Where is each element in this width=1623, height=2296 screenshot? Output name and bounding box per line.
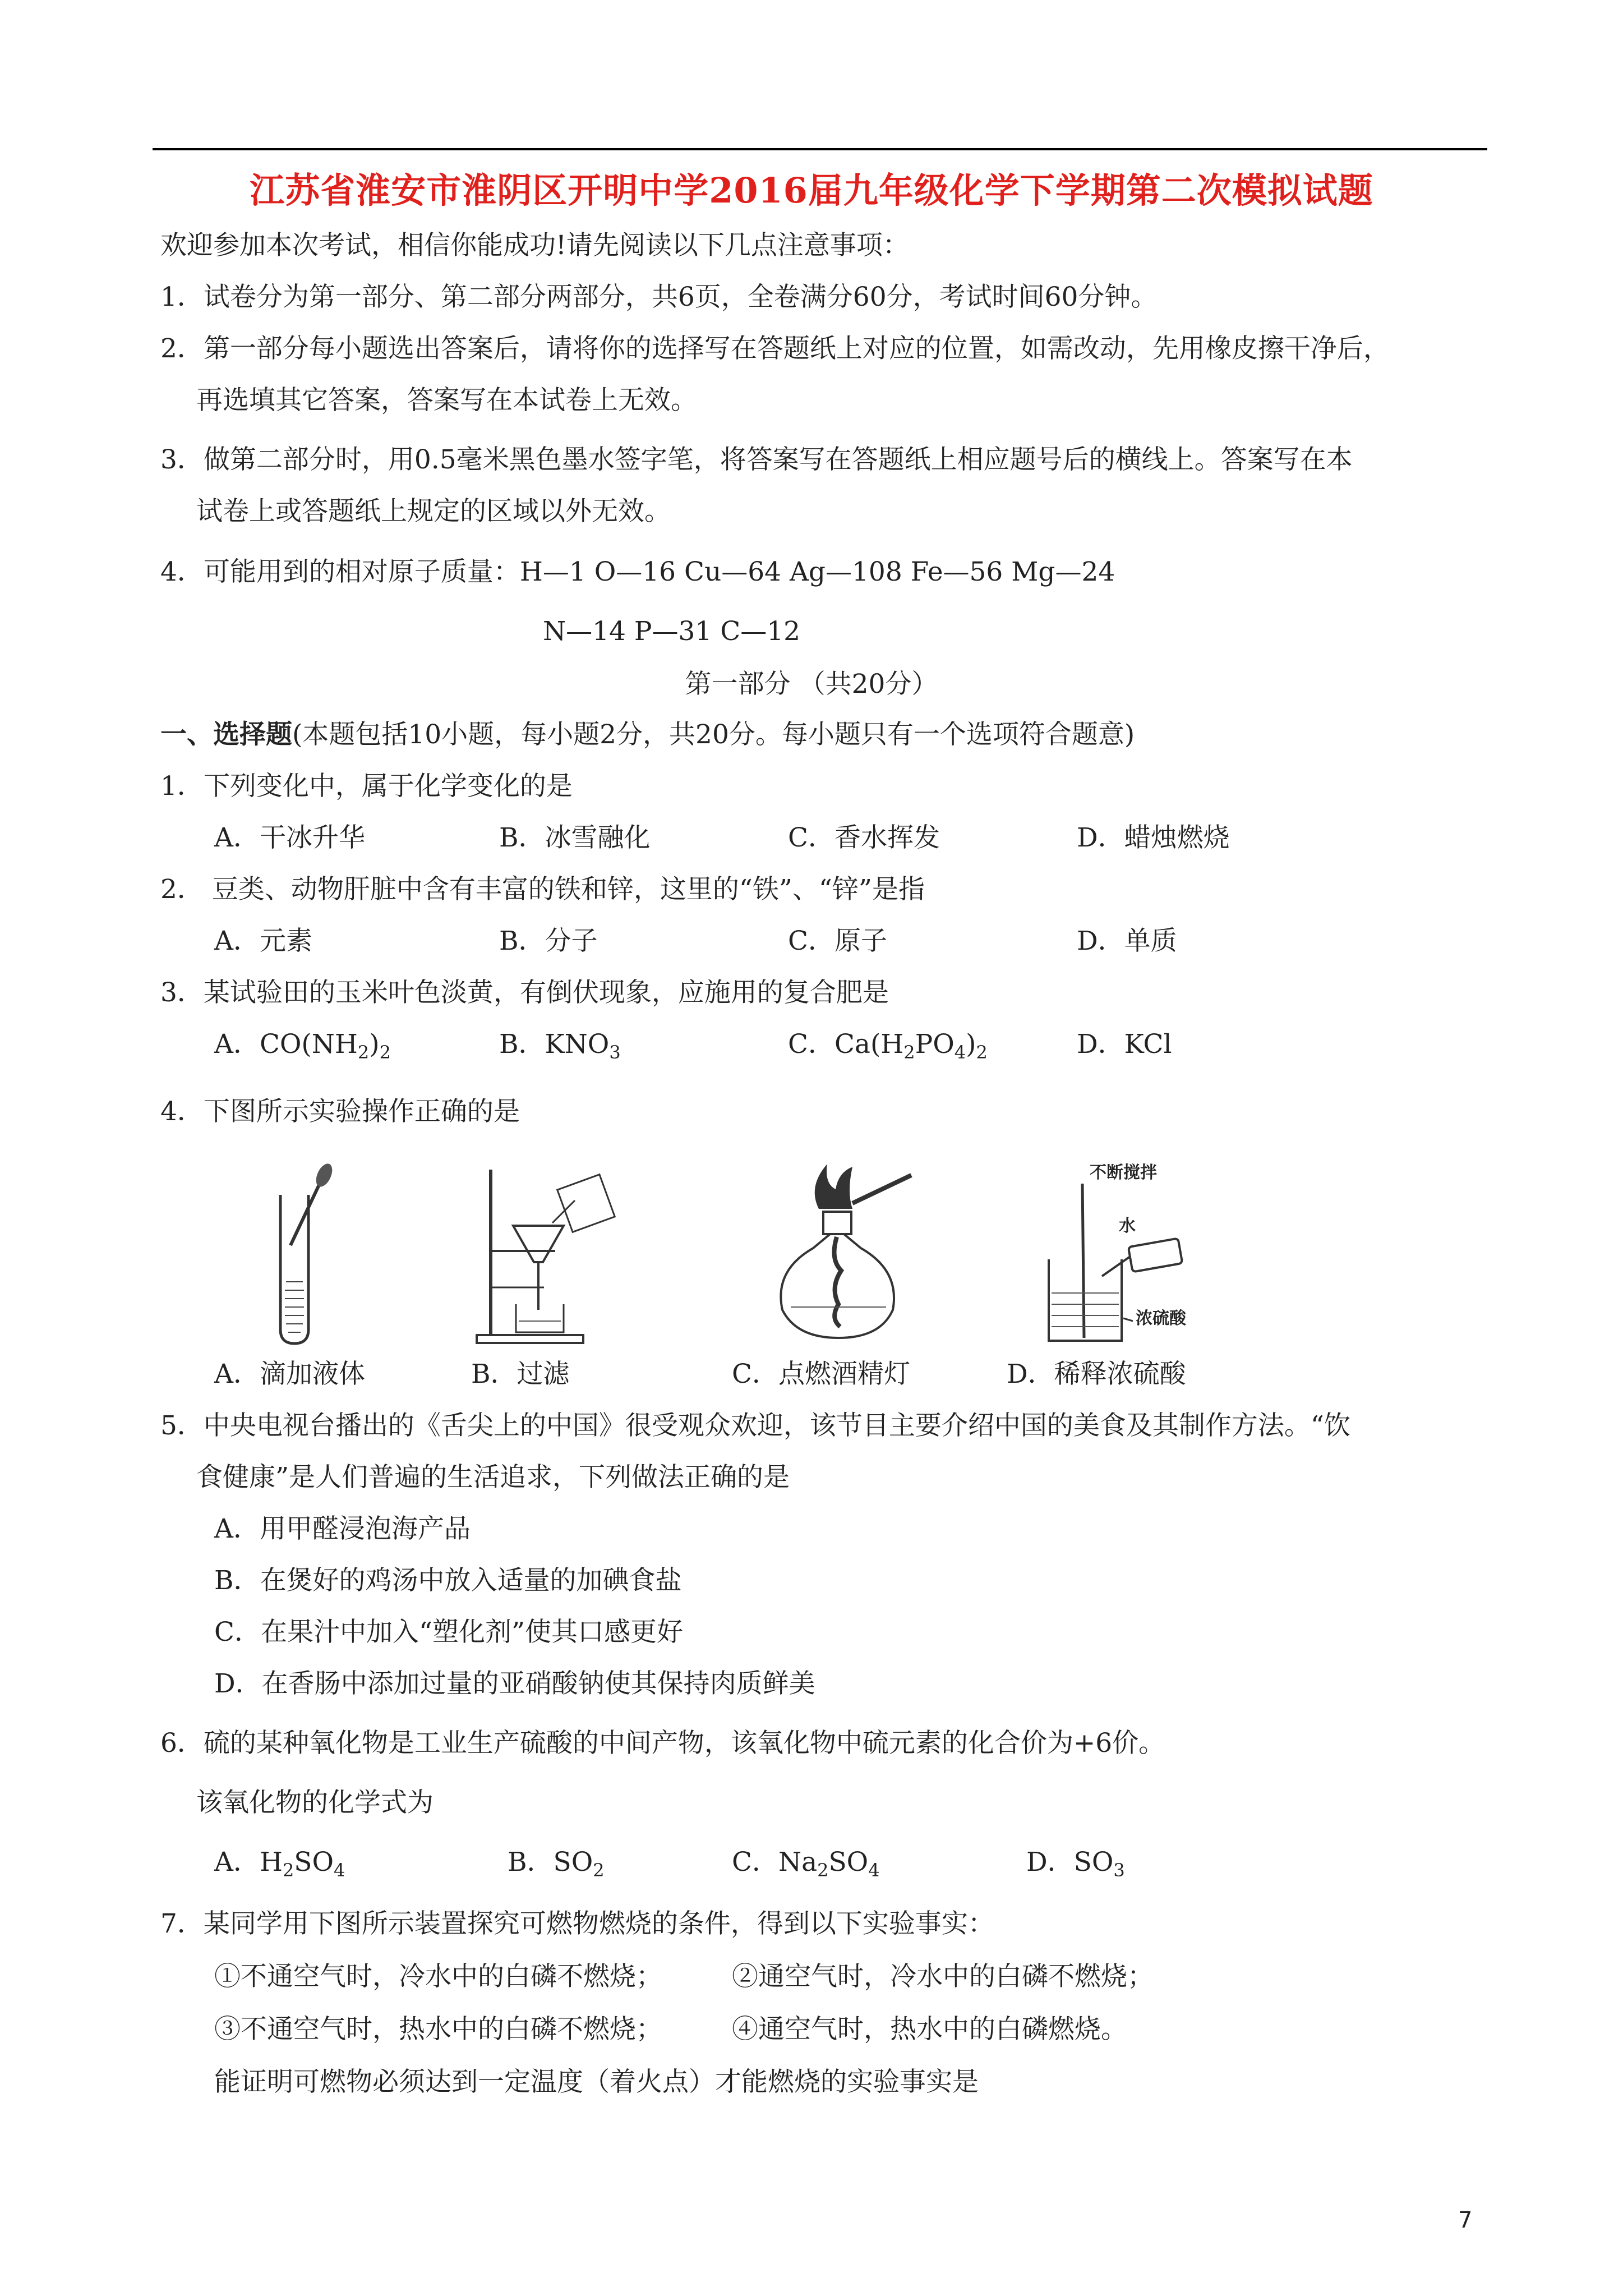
- q7-stem: 7．某同学用下图所示装置探究可燃物燃烧的条件，得到以下实验事实：: [160, 1908, 994, 1939]
- note-4: 4．可能用到的相对原子质量：H—1 O—16 Cu—64 Ag—108 Fe—56 Mg—24: [160, 556, 1115, 587]
- q1-option-c: C．香水挥发: [788, 822, 940, 853]
- q3-option-c: C．$Ca(H_2PO_4)_2$: [788, 1029, 988, 1063]
- section-heading-label: 一、选择题: [160, 719, 292, 750]
- section-heading: [160, 718, 1135, 752]
- q1-option-b: B．冰雪融化: [499, 822, 651, 853]
- q3-option-b: B．$KNO_3$: [499, 1029, 621, 1063]
- fig-label-water: 水: [1119, 1216, 1136, 1236]
- note-3: 3．做第二部分时，用0.5毫米黑色墨水签字笔，将答案写在答题纸上相应题号后的横线上。答案写在本: [160, 444, 1353, 475]
- header-rule: [153, 148, 1487, 150]
- note-3-cont: 试卷上或答题纸上规定的区域以外无效。: [196, 496, 671, 527]
- section-heading-detail: (本题包括10小题，每小题2分，共20分。每小题只有一个选项符合题意): [292, 719, 1135, 750]
- q5-stem-cont: 食健康”是人们普遍的生活追求，下列做法正确的是: [196, 1462, 790, 1493]
- dropper-test-tube-figure: [264, 1161, 342, 1352]
- q6-stem-cont: 该氧化物的化学式为: [196, 1787, 434, 1818]
- q6-option-c: C．$Na_2SO_4$: [732, 1847, 880, 1881]
- q3-option-d: D．KCl: [1077, 1029, 1172, 1060]
- q7-fact-3: ③不通空气时，热水中的白磷不燃烧；: [214, 2014, 662, 2045]
- note-2-cont: 再选填其它答案，答案写在本试卷上无效。: [196, 385, 697, 416]
- q3-stem: 3．某试验田的玉米叶色淡黄，有倒伏现象，应施用的复合肥是: [160, 977, 889, 1008]
- q7-fact-4: ④通空气时，热水中的白磷燃烧。: [732, 2014, 1127, 2045]
- note-1: 1．试卷分为第一部分、第二部分两部分，共6页，全卷满分60分，考试时间60分钟。: [160, 282, 1158, 312]
- q7-question: 能证明可燃物必须达到一定温度（着火点）才能燃烧的实验事实是: [214, 2067, 979, 2097]
- page-number: 7: [1458, 2207, 1473, 2233]
- q5-option-b: B．在煲好的鸡汤中放入适量的加碘食盐: [214, 1565, 682, 1596]
- q6-option-d: D．$SO_3$: [1026, 1847, 1125, 1881]
- note-2: 2．第一部分每小题选出答案后，请将你的选择写在答题纸上对应的位置，如需改动，先用橡皮擦干净后，: [160, 333, 1390, 364]
- dilute-sulfuric-acid-figure: [1040, 1158, 1209, 1349]
- q5-option-d: D．在香肠中添加过量的亚硝酸钠使其保持肉质鲜美: [214, 1668, 815, 1699]
- q3-option-a: A．$CO(NH_2)_2$: [214, 1029, 391, 1063]
- q1-option-a: A．干冰升华: [214, 822, 365, 853]
- filtration-figure: [443, 1164, 634, 1349]
- intro-text: 欢迎参加本次考试，相信你能成功!请先阅读以下几点注意事项：: [160, 230, 909, 261]
- q2-option-a: A．元素: [214, 926, 312, 956]
- page-title: 江苏省淮安市淮阴区开明中学2016届九年级化学下学期第二次模拟试题: [250, 170, 1373, 211]
- q4-option-b: B．过滤: [471, 1359, 570, 1389]
- q2-option-c: C．原子: [788, 926, 887, 956]
- q6-option-b: B．$SO_2$: [508, 1847, 605, 1881]
- q2-stem: 2． 豆类、动物肝脏中含有丰富的铁和锌，这里的“铁”、“锌”是指: [160, 874, 925, 905]
- q4-option-a: A．滴加液体: [214, 1359, 365, 1389]
- fig-label-acid: 浓硫酸: [1136, 1309, 1186, 1328]
- fig-label-stir: 不断搅拌: [1090, 1163, 1157, 1182]
- q6-option-a: A．$H_2SO_4$: [214, 1847, 345, 1881]
- q6-stem: 6．硫的某种氧化物是工业生产硫酸的中间产物，该氧化物中硫元素的化合价为+6价。: [160, 1728, 1165, 1759]
- alcohol-lamp-figure: [768, 1158, 920, 1349]
- q1-stem: 1．下列变化中，属于化学变化的是: [160, 771, 573, 802]
- q5-option-a: A．用甲醛浸泡海产品: [214, 1513, 471, 1544]
- q5-stem: 5．中央电视台播出的《舌尖上的中国》很受观众欢迎，该节目主要介绍中国的美食及其制作方法。“饮: [160, 1410, 1350, 1441]
- q2-option-d: D．单质: [1077, 926, 1177, 956]
- q1-option-d: D．蜡烛燃烧: [1077, 822, 1230, 853]
- q7-fact-1: ①不通空气时，冷水中的白磷不燃烧；: [214, 1961, 662, 1992]
- q4-option-c: C．点燃酒精灯: [732, 1359, 910, 1389]
- q4-stem: 4．下图所示实验操作正确的是: [160, 1096, 520, 1127]
- q2-option-b: B．分子: [499, 926, 598, 956]
- q5-option-c: C．在果汁中加入“塑化剂”使其口感更好: [214, 1617, 684, 1648]
- note-4-cont: N—14 P—31 C—12: [543, 616, 801, 647]
- q7-fact-2: ②通空气时，冷水中的白磷不燃烧；: [732, 1961, 1154, 1992]
- q4-option-d: D．稀释浓硫酸: [1007, 1359, 1186, 1389]
- part-heading: 第一部分 （共20分）: [685, 669, 938, 700]
